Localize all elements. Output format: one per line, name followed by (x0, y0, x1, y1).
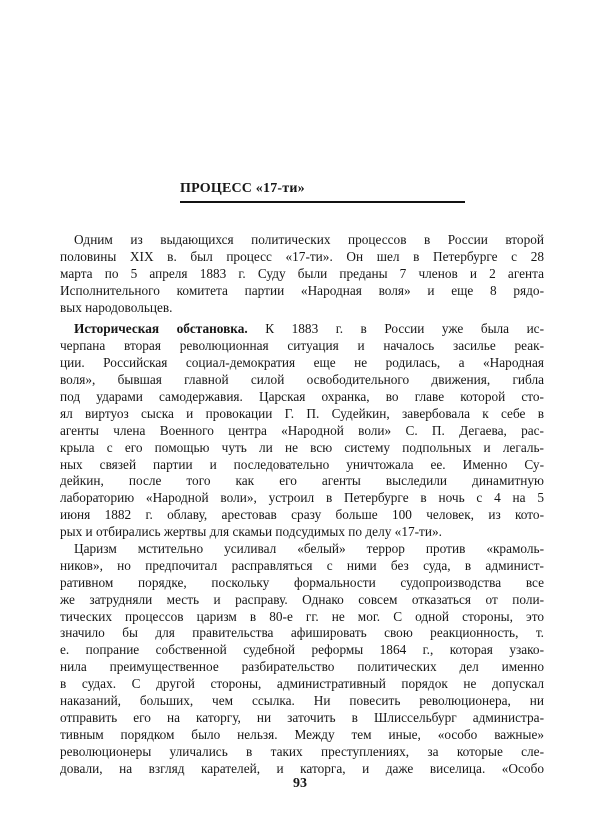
text-line: значило бы для правительства афишировать свою реакционность, т. (60, 625, 544, 641)
text-line: вых народовольцев. (60, 299, 173, 315)
text-line: тивным порядком было нельзя. Между тем иные, «особо важные» (60, 726, 544, 742)
text-line: довали, на взгляд карателей, и каторга, и даже виселица. «Особо (60, 760, 544, 776)
text-line: Исполнительного комитета партии «Народная воля» и еще 8 рядо- (60, 282, 544, 298)
body-text (60, 232, 544, 778)
text-line: рых и отбирались жертвы для скамьи подсудимых по делу «17-ти». (60, 524, 442, 540)
page-number: 93 (293, 776, 307, 791)
text-line: революционеры уличались в таких преступлениях, за которые сле- (60, 743, 544, 759)
text-line: крыла с его помощью чуть ли не всю систему подпольных и легаль- (60, 439, 544, 455)
text-line: Царизм мстительно усиливал «белый» террор против «крамоль- (74, 541, 544, 557)
text-line: же затрудняли месть и расправу. Однако совсем отказаться от поли- (60, 591, 544, 607)
text-line: дейкин, после того как его агенты выследили динамитную (60, 473, 544, 489)
chapter-title: ПРОЦЕСС «17-ти» (180, 181, 305, 196)
text-line: отправить его на каторгу, ни заточить в Шлиссельбург администра- (60, 709, 544, 725)
text-line: Одним из выдающихся политических процессов в России второй (74, 232, 544, 247)
text-line: ных связей партии и последовательно уничтожала ее. Именно Су- (60, 456, 544, 472)
title-rule (180, 201, 465, 203)
paragraph-1 (60, 232, 544, 316)
text-line: июня 1882 г. облаву, арестовав сразу больше 100 человек, из кото- (60, 507, 544, 523)
paragraph-2 (60, 321, 544, 541)
text-line: половины XIX в. был процесс «17-ти». Он шел в Петербурге с 28 (60, 248, 544, 264)
text-line: лабораторию «Народной воли», устроил в Петербурге в ночь с 4 на 5 (60, 490, 544, 506)
text-line: ративном порядке, поскольку формальности судопроизводства все (60, 574, 544, 590)
text-line: ников», но предпочитал расправляться с ними без суда, в админист- (60, 557, 544, 573)
text-line: воля», бывшая главной силой освободительного движения, гибла (60, 372, 544, 388)
text-line: ял виртуоз сыска и провокации Г. П. Судейкин, завербовала к себе в (60, 405, 544, 421)
text-line: ции. Российская социал-демократия еще не родилась, а «Народная (60, 355, 544, 371)
text-line: в судах. С другой стороны, административный порядок не допускал (60, 676, 544, 692)
text-line: тических процессов царизм в 80-е гг. не мог. С одной стороны, это (60, 608, 544, 624)
text-line: черпана вторая революционная ситуация и началось засилье реак- (60, 338, 544, 354)
paragraph-3 (60, 541, 544, 777)
text-line: е. попрание собственной судебной реформы 1864 г., которая узако- (60, 642, 544, 658)
section-heading: Историческая обстановка. (74, 321, 248, 337)
text-line: нила преимущественное разбирательство политических дел именно (60, 659, 544, 675)
text-line: агенты члена Военного центра «Народной воли» С. П. Дегаева, рас- (60, 422, 544, 438)
text-line (60, 321, 544, 338)
text-line: наказаний, больших, чем ссылка. Ни повесить революционера, ни (60, 693, 544, 709)
text-line: под ударами самодержавия. Царская охранка, во главе которой сто- (60, 389, 544, 405)
heading-line-rest: К 1883 г. в России уже была ис- (247, 321, 545, 337)
text-line: марта по 5 апреля 1883 г. Суду были преданы 7 членов и 2 агента (60, 265, 544, 281)
